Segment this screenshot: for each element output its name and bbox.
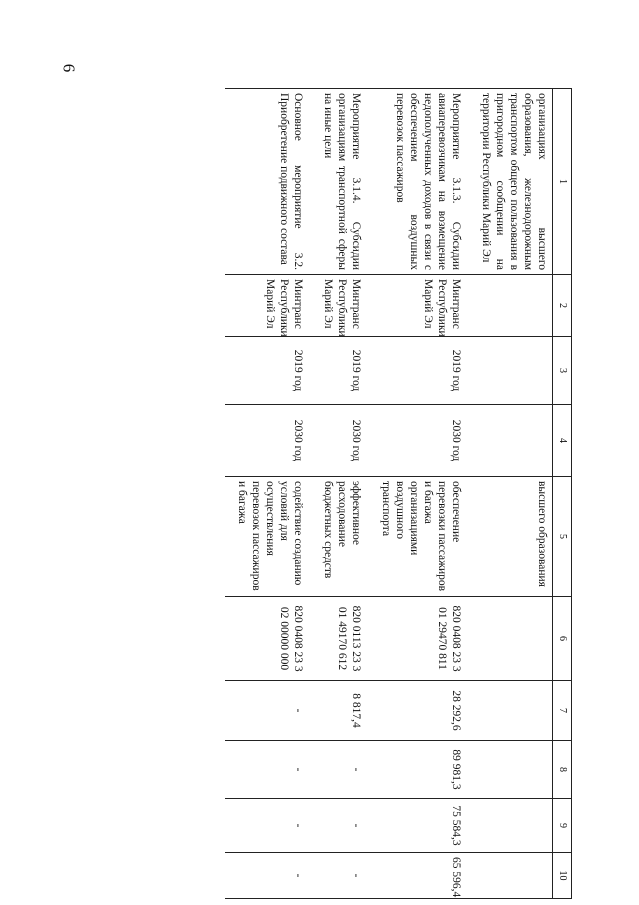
value-cell xyxy=(469,799,553,853)
end-year-cell: 2030 год xyxy=(369,405,469,477)
column-header: 9 xyxy=(552,799,571,853)
result-cell: высшего образования xyxy=(469,477,553,597)
executor-cell: Минтранс Республики Марий Эл xyxy=(225,275,311,337)
column-header: 8 xyxy=(552,741,571,799)
column-header: 5 xyxy=(552,477,571,597)
executor-cell: Минтранс Республики Марий Эл xyxy=(311,275,369,337)
executor-cell xyxy=(469,275,553,337)
value-cell: 89 981,3 xyxy=(369,741,469,799)
value-cell xyxy=(469,741,553,799)
activity-name-cell: Мероприятие 3.1.3. Субсидии авиаперевозчикам на возмещение недополученных доходов в связи с обеспечением воздушных перевозок пассажиров xyxy=(369,89,469,275)
header-row xyxy=(552,89,571,899)
value-cell: - xyxy=(311,853,369,899)
activity-name-cell: организациях высшего образования, железнодорожным транспортом общего пользования в пригородном сообщении на территории Республики Марий Эл xyxy=(469,89,553,275)
value-cell: - xyxy=(225,681,311,741)
start-year-cell xyxy=(469,337,553,405)
result-cell: эффективное расходование бюджетных средств xyxy=(311,477,369,597)
budget-code-cell: 820 0408 23 3 01 29470 811 xyxy=(369,597,469,681)
activity-name-cell: Основное мероприятие 3.2. Приобретение подвижного состава xyxy=(225,89,311,275)
value-cell: - xyxy=(225,799,311,853)
start-year-cell: 2019 год xyxy=(369,337,469,405)
result-cell: обеспечение перевозки пассажиров и багажа организациями воздушного транспорта xyxy=(369,477,469,597)
table-row xyxy=(311,89,369,899)
value-cell: - xyxy=(311,799,369,853)
value-cell: - xyxy=(311,741,369,799)
column-header: 3 xyxy=(552,337,571,405)
start-year-cell: 2019 год xyxy=(311,337,369,405)
column-header: 7 xyxy=(552,681,571,741)
end-year-cell: 2030 год xyxy=(225,405,311,477)
column-header: 10 xyxy=(552,853,571,899)
budget-code-cell: 820 0408 23 3 02 00000 000 xyxy=(225,597,311,681)
activity-name-cell: Мероприятие 3.1.4. Субсидии организациям транспортной сферы на иные цели xyxy=(311,89,369,275)
column-header: 2 xyxy=(552,275,571,337)
page-number: 6 xyxy=(59,63,79,73)
column-header: 1 xyxy=(552,89,571,275)
budget-code-cell xyxy=(469,597,553,681)
end-year-cell: 2030 год xyxy=(311,405,369,477)
document-sheet xyxy=(102,88,572,898)
budget-code-cell: 820 0113 23 3 01 49170 612 xyxy=(311,597,369,681)
program-table xyxy=(225,88,572,899)
value-cell xyxy=(469,681,553,741)
column-header: 6 xyxy=(552,597,571,681)
result-cell: содействие созданию условий для осуществления перевозок пассажиров и багажа xyxy=(225,477,311,597)
column-header: 4 xyxy=(552,405,571,477)
value-cell xyxy=(469,853,553,899)
value-cell: 65 596,4 xyxy=(369,853,469,899)
value-cell: 28 292,6 xyxy=(369,681,469,741)
value-cell: 75 584,3 xyxy=(369,799,469,853)
table-row xyxy=(369,89,469,899)
value-cell: 8 817,4 xyxy=(311,681,369,741)
table-row xyxy=(469,89,553,899)
start-year-cell: 2019 год xyxy=(225,337,311,405)
value-cell: - xyxy=(225,741,311,799)
end-year-cell xyxy=(469,405,553,477)
executor-cell: Минтранс Республики Марий Эл xyxy=(369,275,469,337)
table-row xyxy=(225,89,311,899)
value-cell: - xyxy=(225,853,311,899)
